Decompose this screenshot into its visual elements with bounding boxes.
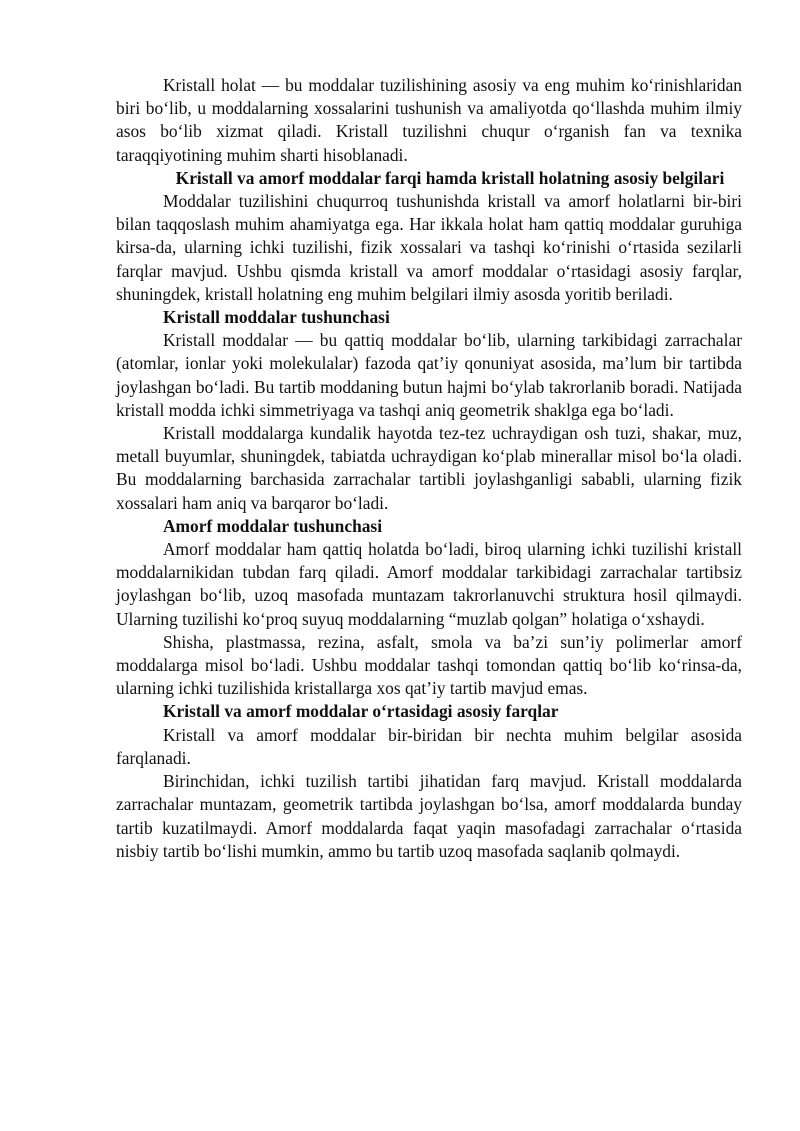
- differences-heading: Kristall va amorf moddalar o‘rtasidagi asosiy farqlar: [163, 701, 559, 722]
- amorph-paragraph-1: Amorf moddalar ham qattiq holatda bo‘ladi, biroq ularning ichki tuzilishi kristall moddalarnikidan tubdan farq qiladi. Amorf moddalar tarkibidagi zarrachalar tartibsiz joylashgan bo‘lib, uzoq masofada muntazam takrorlanuvchi struktura hosil qilmaydi. Ularning tuzilishi ko‘proq suyuq moddalarning “muzlab qolgan” holatiga o‘xshaydi.: [116, 539, 742, 629]
- crystal-paragraph-1: Kristall moddalar — bu qattiq moddalar bo‘lib, ularning tarkibidagi zarrachalar (atomlar, ionlar yoki molekulalar) fazoda qat’iy qonuniyat asosida, ma’lum bir tartibda joylashgan bo‘ladi. Bu tartib moddaning butun hajmi bo‘ylab takrorlanib boradi. Natijada kristall modda ichki simmetriyaga va tashqi aniq geometrik shaklga ega bo‘ladi.: [116, 330, 742, 420]
- differences-paragraph-1: Kristall va amorf moddalar bir-biridan bir nechta muhim belgilar asosida farqlanadi.: [116, 724, 742, 768]
- main-heading: Kristall va amorf moddalar farqi hamda kristall holatning asosiy belgilari: [175, 167, 725, 188]
- amorph-paragraph-2: Shisha, plastmassa, rezina, asfalt, smola va ba’zi sun’iy polimerlar amorf moddalarga misol bo‘ladi. Ushbu moddalar tashqi tomondan qattiq bo‘lib ko‘rinsa-da, ularning ichki tuzilishida kristallarga xos qat’iy tartib mavjud emas.: [116, 631, 742, 699]
- section-intro-paragraph: Moddalar tuzilishini chuqurroq tushunishda kristall va amorf holatlarni bir-biri bilan taqqoslash muhim ahamiyatga ega. Har ikkala holat ham qattiq moddalar guruhiga kirsa-da, ularning ichki tuzilishi, fizik xossalari va tashqi ko‘rinishi o‘rtasida sezilarli farqlar mavjud. Ushbu qismda kristall va amorf moddalar o‘rtasidagi asosiy farqlar, shuningdek, kristall holatning eng muhim belgilari ilmiy asosda yoritib beriladi.: [116, 191, 742, 304]
- differences-paragraph-2: Birinchidan, ichki tuzilish tartibi jihatidan farq mavjud. Kristall moddalarda zarrachalar muntazam, geometrik tartibda joylashgan bo‘lsa, amorf moddalarda bunday tartib kuzatilmaydi. Amorf moddalarda faqat yaqin masofadagi zarrachalar o‘rtasida nisbiy tartib bo‘lishi mumkin, ammo bu tartib uzoq masofada saqlanib qolmaydi.: [116, 771, 742, 861]
- crystal-paragraph-2: Kristall moddalarga kundalik hayotda tez-tez uchraydigan osh tuzi, shakar, muz, metall buyumlar, shuningdek, tabiatda uchraydigan ko‘plab minerallar misol bo‘la oladi. Bu moddalarning barchasida zarrachalar tartibli joylashganligi sababli, ularning fizik xossalari ham aniq va barqaror bo‘ladi.: [116, 423, 742, 513]
- amorph-heading: Amorf moddalar tushunchasi: [163, 515, 383, 536]
- crystal-heading: Kristall moddalar tushunchasi: [163, 307, 390, 328]
- intro-paragraph: Kristall holat — bu moddalar tuzilishining asosiy va eng muhim ko‘rinishlaridan biri bo‘lib, u moddalarning xossalarini tushunish va amaliyotda qo‘llashda muhim ilmiy asos bo‘lib xizmat qiladi. Kristall tuzilishni chuqur o‘rganish fan va texnika taraqqiyotining muhim sharti hisoblanadi.: [116, 75, 742, 165]
- document-page: [116, 74, 742, 863]
